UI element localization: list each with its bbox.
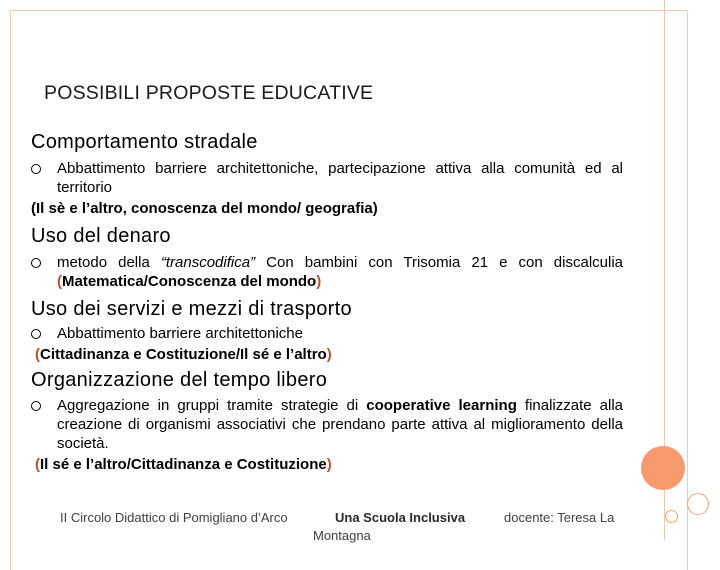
footer-teacher: docente: Teresa La: [504, 510, 615, 525]
ref-close: ): [316, 273, 322, 290]
bullet-strong: cooperative learning: [366, 397, 517, 414]
section-heading: Organizzazione del tempo libero: [31, 369, 328, 391]
section-heading: Uso dei servizi e mezzi di trasporto: [31, 298, 352, 320]
ref-open: (: [57, 273, 62, 290]
bullet-circle-icon: [31, 401, 41, 411]
bullet-item: [31, 159, 623, 197]
section-heading: Uso del denaro: [31, 225, 171, 247]
bullet-item: [31, 396, 623, 453]
decorative-circle-small: [687, 493, 709, 515]
footer-teacher-continued: Montagna: [313, 528, 371, 543]
section-tempo-libero: [31, 368, 623, 474]
bullet-text: Abbattimento barriere architettoniche: [57, 325, 303, 342]
bullet-text-pre: metodo della: [57, 254, 161, 271]
bullet-circle-icon: [31, 329, 41, 339]
decorative-circle-tiny: [665, 510, 678, 523]
bullet-circle-icon: [31, 164, 41, 174]
bullet-text-pre: Aggregazione in gruppi tramite strategie di: [57, 397, 367, 414]
curriculum-reference-line: [31, 345, 623, 364]
bullet-text: Abbattimento barriere architettoniche, partecipazione attiva alla comunità ed al territorio: [57, 160, 623, 196]
decorative-circle-large: [641, 446, 685, 490]
curriculum-reference: Il sé e l’altro/Cittadinanza e Costituzione: [40, 456, 327, 473]
bullet-circle-icon: [31, 258, 41, 268]
bullet-item: [31, 324, 623, 343]
footer-school: II Circolo Didattico di Pomigliano d’Arco: [60, 510, 288, 525]
section-comportamento: [31, 130, 623, 218]
curriculum-reference: (Il sè e l’altro, conoscenza del mondo/ geografia): [31, 200, 378, 217]
ref-close: ): [326, 456, 332, 473]
curriculum-reference-line: [31, 455, 623, 474]
curriculum-reference: Matematica/Conoscenza del mondo: [62, 273, 317, 290]
bullet-emphasis: “transcodifica”: [160, 254, 256, 271]
ref-open: (: [35, 346, 40, 363]
bullet-text-post: Con bambini con Trisomia 21 e con discalculia: [255, 254, 623, 271]
ref-close: ): [326, 346, 332, 363]
bullet-item: [31, 253, 623, 291]
slide-title: POSSIBILI PROPOSTE EDUCATIVE: [44, 82, 374, 104]
bullet-text-post: finalizzate alla creazione di organismi associativi che prendano parte attiva al miglioramento della società.: [57, 397, 623, 452]
section-servizi: [31, 297, 623, 364]
curriculum-reference: Cittadinanza e Costituzione/Il sé e l’altro: [40, 346, 327, 363]
section-denaro: [31, 224, 623, 291]
ref-open: (: [35, 456, 40, 473]
section-heading: Comportamento stradale: [31, 131, 258, 153]
footer-slogan: Una Scuola Inclusiva: [335, 510, 466, 525]
